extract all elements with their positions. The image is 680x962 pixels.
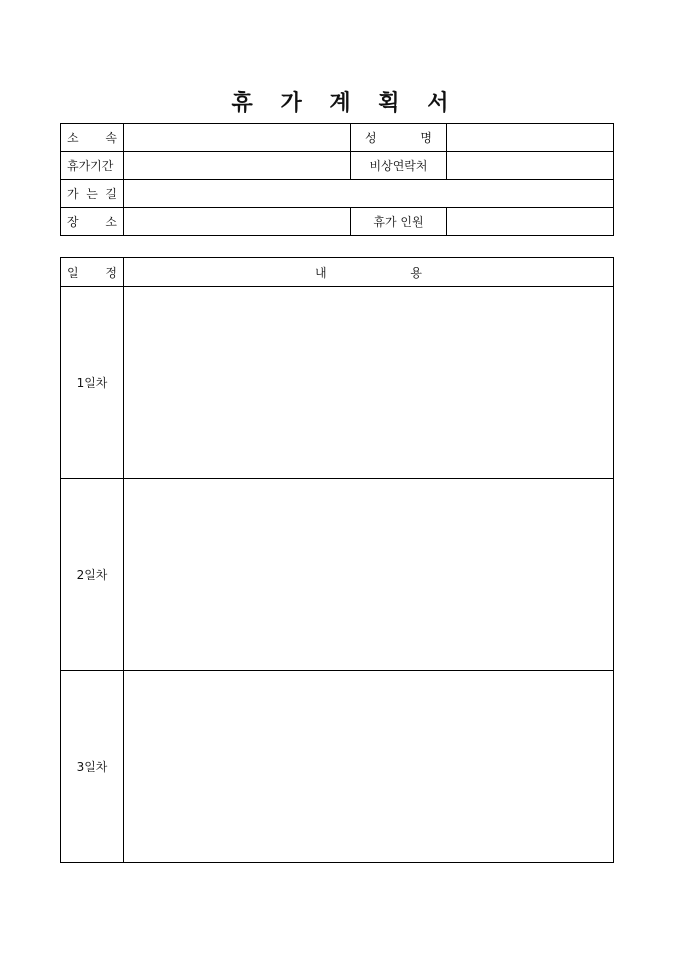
info-table	[60, 123, 614, 236]
place-label: 장 소	[61, 208, 124, 236]
day3-label: 3일차	[61, 671, 124, 863]
info-row-route	[61, 180, 614, 208]
name-label: 성 명	[351, 124, 447, 152]
affiliation-label: 소 속	[61, 124, 124, 152]
place-field[interactable]	[124, 208, 351, 236]
info-row-period	[61, 152, 614, 180]
people-label: 휴가 인원	[351, 208, 447, 236]
schedule-table	[60, 257, 614, 863]
emergency-contact-label: 비상연락처	[351, 152, 447, 180]
route-label: 가 는 길	[61, 180, 124, 208]
affiliation-field[interactable]	[124, 124, 351, 152]
period-label: 휴가기간	[61, 152, 124, 180]
schedule-header-row	[61, 258, 614, 287]
schedule-row-day2	[61, 479, 614, 671]
day2-label: 2일차	[61, 479, 124, 671]
day2-content-field[interactable]	[124, 479, 614, 671]
schedule-content-header: 내 용	[124, 258, 614, 287]
document-title: 휴 가 계 획 서	[231, 90, 459, 116]
schedule-row-day1	[61, 287, 614, 479]
day1-content-field[interactable]	[124, 287, 614, 479]
day3-content-field[interactable]	[124, 671, 614, 863]
name-field[interactable]	[447, 124, 614, 152]
period-field[interactable]	[124, 152, 351, 180]
info-row-affiliation	[61, 124, 614, 152]
people-field[interactable]	[447, 208, 614, 236]
route-field[interactable]	[124, 180, 614, 208]
emergency-contact-field[interactable]	[447, 152, 614, 180]
day1-label: 1일차	[61, 287, 124, 479]
schedule-row-day3	[61, 671, 614, 863]
info-row-place	[61, 208, 614, 236]
schedule-day-header: 일 정	[61, 258, 124, 287]
